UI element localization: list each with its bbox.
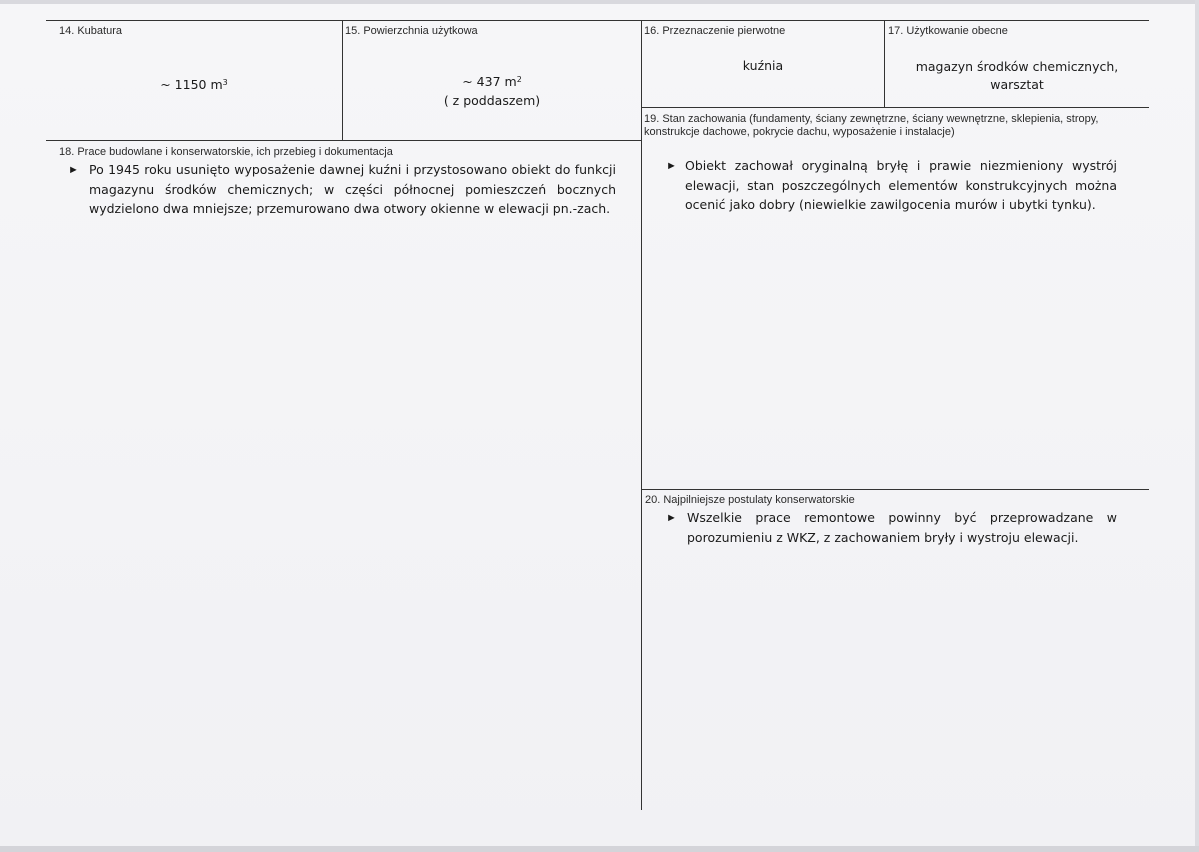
- powierzchnia-note: ( z poddaszem): [443, 93, 541, 108]
- przeznaczenie-label: 16. Przeznaczenie pierwotne: [644, 25, 786, 37]
- page-edge-top: [0, 0, 1199, 4]
- powierzchnia-label: 15. Powierzchnia użytkowa: [345, 25, 478, 37]
- rule-under-16-17: [641, 107, 1149, 108]
- rule-under-14-15: [46, 140, 642, 141]
- uzytkowanie-label: 17. Użytkowanie obecne: [888, 25, 1008, 37]
- page-edge-right: [1195, 0, 1199, 852]
- stan-zachowania-text: Obiekt zachował oryginalną bryłę i prawie niezmieniony wystrój elewacji, stan poszczególnych elementów konstrukcyjnych można ocenić jako dobry (niewielkie zawilgocenia murów i ubytki tynku).: [685, 158, 1117, 212]
- rule-under-19: [641, 489, 1149, 490]
- stan-zachowania-label: 19. Stan zachowania (fundamenty, ściany zewnętrzne, ściany wewnętrzne, sklepienia, stropy, konstrukcje dachowe, pokrycie dachu, wyposażenie i instalacje): [644, 113, 1099, 138]
- powierzchnia-number: ~ 437 m: [462, 74, 517, 89]
- prace-bullet-icon: ►: [68, 164, 79, 176]
- uzytkowanie-value-line2: warsztat: [990, 77, 1044, 92]
- kubatura-number: ~ 1150 m: [160, 77, 223, 92]
- powierzchnia-value: [343, 73, 641, 90]
- przeznaczenie-value: kuźnia: [742, 58, 784, 73]
- kubatura-label: 14. Kubatura: [59, 25, 122, 37]
- uzytkowanie-value-line1: magazyn środków chemicznych,: [915, 59, 1119, 74]
- stan-bullet-icon: ►: [666, 160, 677, 172]
- kubatura-unit-sup: 3: [222, 78, 228, 87]
- kubatura-value: [46, 76, 342, 93]
- postulaty-label: 20. Najpilniejsze postulaty konserwatorskie: [645, 494, 855, 506]
- center-divider: [641, 20, 642, 810]
- prace-label: 18. Prace budowlane i konserwatorskie, ich przebieg i dokumentacja: [59, 146, 393, 158]
- prace-text: Po 1945 roku usunięto wyposażenie dawnej kuźni i przystosowano obiekt do funkcji magazynu środków chemicznych; w części północnej pomieszczeń bocznych wydzielono dwa mniejsze; przemurowano dwa otwory okienne w elewacji pn.-zach.: [89, 162, 616, 216]
- postulaty-bullet-icon: ►: [666, 512, 677, 524]
- postulaty-text: Wszelkie prace remontowe powinny być przeprowadzane w porozumieniu z WKZ, z zachowaniem bryły i wystroju elewacji.: [687, 510, 1117, 545]
- top-rule: [46, 20, 1149, 21]
- powierzchnia-unit-sup: 2: [516, 75, 522, 84]
- page-edge-bottom: [0, 846, 1199, 852]
